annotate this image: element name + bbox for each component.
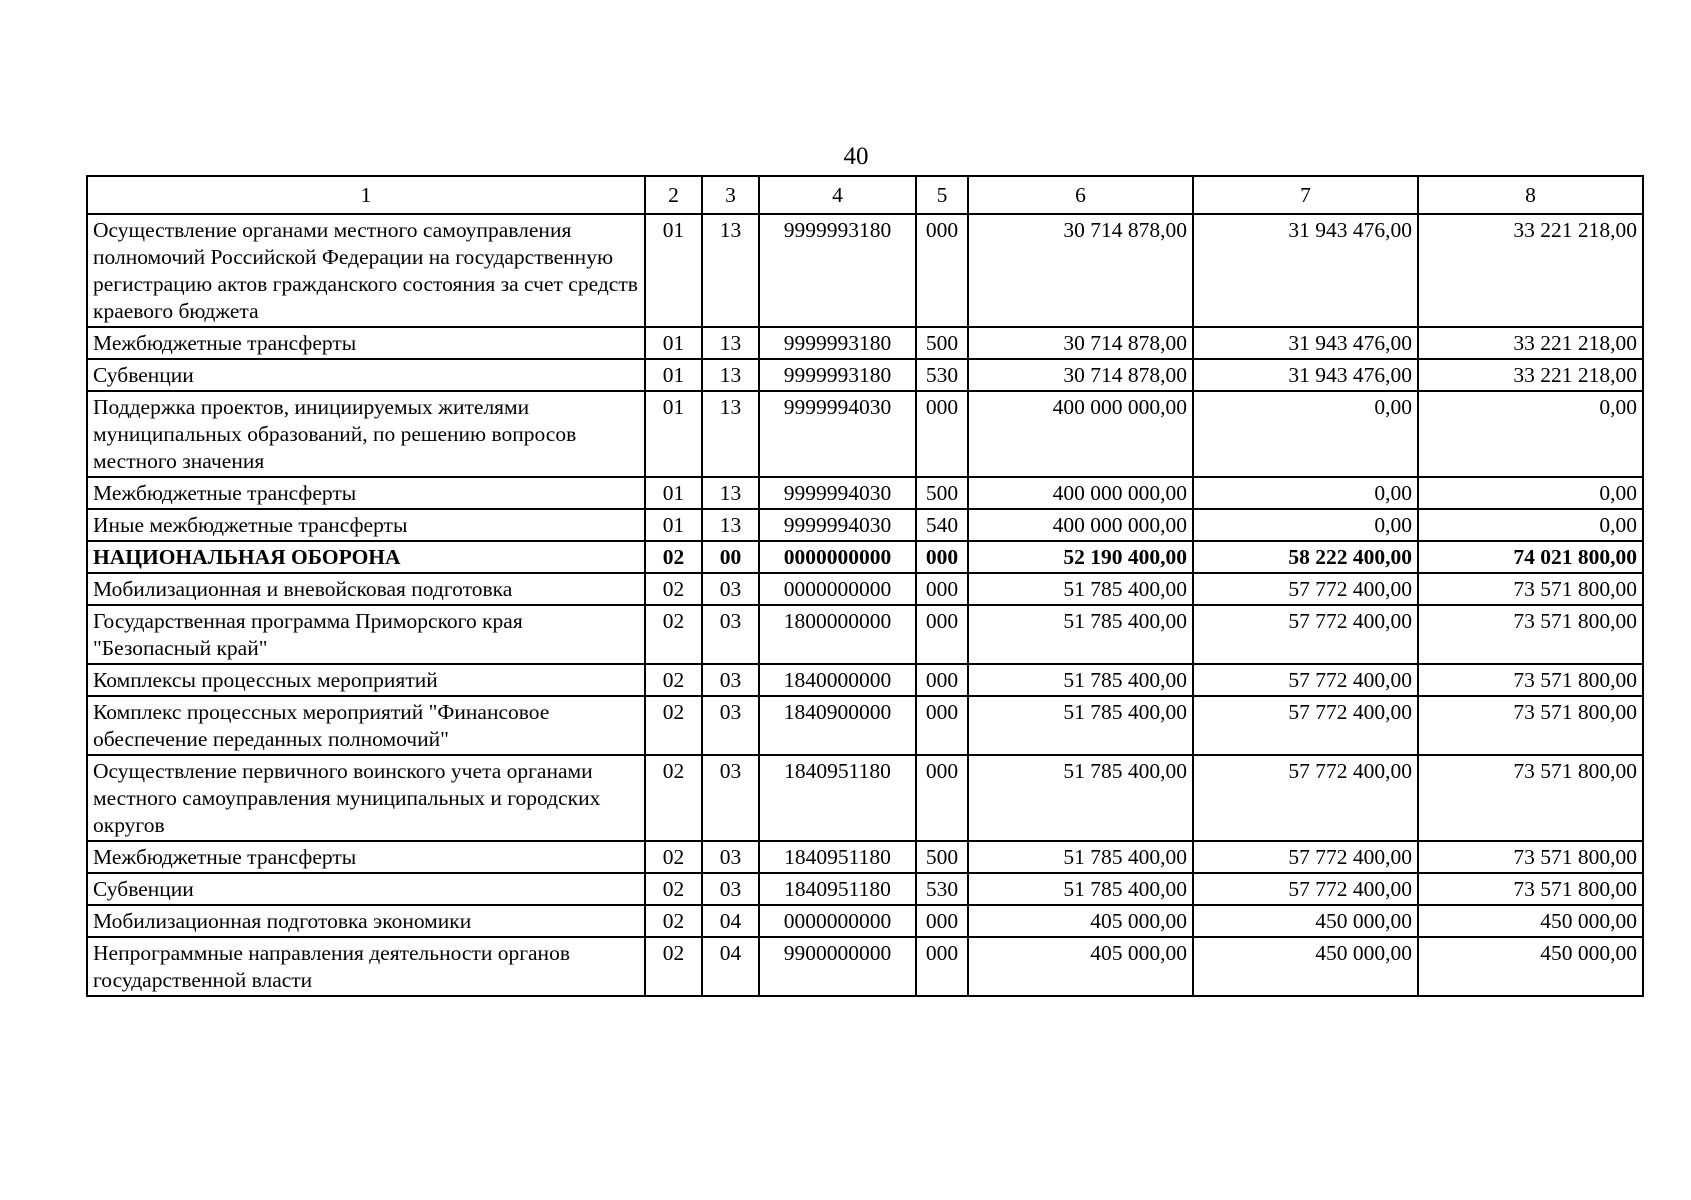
page-number: 40 (843, 143, 869, 170)
table-row (87, 391, 1643, 477)
amount-col6-cell: 51 785 400,00 (968, 755, 1193, 841)
section-code-cell: 02 (645, 873, 702, 905)
amount-col7-cell: 450 000,00 (1193, 905, 1418, 937)
table-row (87, 605, 1643, 664)
expense-type-cell: 000 (916, 696, 968, 755)
subsection-code-cell: 03 (702, 664, 759, 696)
expense-type-cell: 000 (916, 214, 968, 327)
expense-type-cell: 000 (916, 541, 968, 573)
amount-col6-cell: 30 714 878,00 (968, 359, 1193, 391)
table-row (87, 573, 1643, 605)
amount-col6-cell: 51 785 400,00 (968, 573, 1193, 605)
amount-col6-cell: 51 785 400,00 (968, 605, 1193, 664)
expense-type-cell: 000 (916, 755, 968, 841)
expense-type-cell: 500 (916, 841, 968, 873)
amount-col7-cell: 57 772 400,00 (1193, 664, 1418, 696)
expense-type-cell: 000 (916, 391, 968, 477)
amount-col6-cell: 30 714 878,00 (968, 327, 1193, 359)
expense-type-cell: 500 (916, 477, 968, 509)
subsection-code-cell: 13 (702, 359, 759, 391)
amount-col8-cell: 73 571 800,00 (1418, 755, 1643, 841)
table-row (87, 359, 1643, 391)
subsection-code-cell: 03 (702, 873, 759, 905)
amount-col8-cell: 0,00 (1418, 509, 1643, 541)
subsection-code-cell: 03 (702, 755, 759, 841)
subsection-code-cell: 13 (702, 391, 759, 477)
subsection-code-cell: 03 (702, 841, 759, 873)
amount-col7-cell: 58 222 400,00 (1193, 541, 1418, 573)
target-article-cell: 1840000000 (759, 664, 916, 696)
item-name-cell: Комплексы процессных мероприятий (87, 664, 645, 696)
subsection-code-cell: 04 (702, 937, 759, 996)
amount-col8-cell: 73 571 800,00 (1418, 873, 1643, 905)
item-name-cell: Мобилизационная подготовка экономики (87, 905, 645, 937)
amount-col8-cell: 73 571 800,00 (1418, 664, 1643, 696)
amount-col8-cell: 74 021 800,00 (1418, 541, 1643, 573)
expense-type-cell: 000 (916, 937, 968, 996)
target-article-cell: 1840951180 (759, 755, 916, 841)
section-code-cell: 02 (645, 905, 702, 937)
amount-col7-cell: 57 772 400,00 (1193, 605, 1418, 664)
section-code-cell: 01 (645, 359, 702, 391)
section-code-cell: 01 (645, 214, 702, 327)
amount-col8-cell: 73 571 800,00 (1418, 573, 1643, 605)
target-article-cell: 1840900000 (759, 696, 916, 755)
column-header: 6 (968, 176, 1193, 214)
amount-col6-cell: 405 000,00 (968, 905, 1193, 937)
table-row (87, 873, 1643, 905)
expense-type-cell: 500 (916, 327, 968, 359)
item-name-cell: Мобилизационная и вневойсковая подготовка (87, 573, 645, 605)
expense-type-cell: 530 (916, 359, 968, 391)
amount-col8-cell: 450 000,00 (1418, 937, 1643, 996)
header-row (87, 176, 1643, 214)
table-row (87, 477, 1643, 509)
amount-col6-cell: 51 785 400,00 (968, 873, 1193, 905)
item-name-cell: Межбюджетные трансферты (87, 477, 645, 509)
section-code-cell: 02 (645, 541, 702, 573)
amount-col6-cell: 405 000,00 (968, 937, 1193, 996)
amount-col7-cell: 0,00 (1193, 391, 1418, 477)
amount-col6-cell: 400 000 000,00 (968, 509, 1193, 541)
section-code-cell: 02 (645, 755, 702, 841)
table-row (87, 905, 1643, 937)
amount-col7-cell: 31 943 476,00 (1193, 327, 1418, 359)
amount-col7-cell: 450 000,00 (1193, 937, 1418, 996)
subsection-code-cell: 13 (702, 327, 759, 359)
section-code-cell: 02 (645, 605, 702, 664)
expense-type-cell: 530 (916, 873, 968, 905)
target-article-cell: 9999994030 (759, 391, 916, 477)
amount-col8-cell: 0,00 (1418, 391, 1643, 477)
section-code-cell: 02 (645, 664, 702, 696)
subsection-code-cell: 13 (702, 477, 759, 509)
column-header: 3 (702, 176, 759, 214)
amount-col6-cell: 52 190 400,00 (968, 541, 1193, 573)
amount-col7-cell: 0,00 (1193, 477, 1418, 509)
table-row (87, 755, 1643, 841)
table-row (87, 541, 1643, 573)
target-article-cell: 1840951180 (759, 841, 916, 873)
amount-col7-cell: 57 772 400,00 (1193, 696, 1418, 755)
target-article-cell: 9999993180 (759, 214, 916, 327)
target-article-cell: 0000000000 (759, 541, 916, 573)
target-article-cell: 9999993180 (759, 359, 916, 391)
item-name-cell: Осуществление органами местного самоуправления полномочий Российской Федерации на государственную регистрацию актов гражданского состояния за счет средств краевого бюджета (87, 214, 645, 327)
subsection-code-cell: 03 (702, 696, 759, 755)
target-article-cell: 9999994030 (759, 509, 916, 541)
section-code-cell: 02 (645, 696, 702, 755)
item-name-cell: Межбюджетные трансферты (87, 327, 645, 359)
section-code-cell: 01 (645, 477, 702, 509)
expense-type-cell: 000 (916, 605, 968, 664)
amount-col8-cell: 73 571 800,00 (1418, 605, 1643, 664)
section-code-cell: 01 (645, 509, 702, 541)
amount-col8-cell: 33 221 218,00 (1418, 327, 1643, 359)
item-name-cell: Поддержка проектов, инициируемых жителями муниципальных образований, по решению вопросов местного значения (87, 391, 645, 477)
amount-col7-cell: 57 772 400,00 (1193, 573, 1418, 605)
table-row (87, 509, 1643, 541)
expense-type-cell: 000 (916, 664, 968, 696)
amount-col6-cell: 51 785 400,00 (968, 841, 1193, 873)
subsection-code-cell: 13 (702, 214, 759, 327)
amount-col6-cell: 51 785 400,00 (968, 696, 1193, 755)
amount-col6-cell: 400 000 000,00 (968, 477, 1193, 509)
amount-col7-cell: 31 943 476,00 (1193, 359, 1418, 391)
amount-col6-cell: 400 000 000,00 (968, 391, 1193, 477)
target-article-cell: 1800000000 (759, 605, 916, 664)
column-header: 8 (1418, 176, 1643, 214)
subsection-code-cell: 00 (702, 541, 759, 573)
item-name-cell: Иные межбюджетные трансферты (87, 509, 645, 541)
column-header: 1 (87, 176, 645, 214)
table-row (87, 214, 1643, 327)
amount-col8-cell: 33 221 218,00 (1418, 214, 1643, 327)
target-article-cell: 9999993180 (759, 327, 916, 359)
section-code-cell: 02 (645, 937, 702, 996)
table-body (87, 214, 1643, 996)
amount-col8-cell: 73 571 800,00 (1418, 841, 1643, 873)
table-header (87, 176, 1643, 214)
item-name-cell: НАЦИОНАЛЬНАЯ ОБОРОНА (87, 541, 645, 573)
expense-type-cell: 540 (916, 509, 968, 541)
item-name-cell: Государственная программа Приморского края "Безопасный край" (87, 605, 645, 664)
section-code-cell: 01 (645, 327, 702, 359)
column-header: 2 (645, 176, 702, 214)
item-name-cell: Непрограммные направления деятельности органов государственной власти (87, 937, 645, 996)
budget-table (86, 175, 1644, 997)
amount-col7-cell: 57 772 400,00 (1193, 755, 1418, 841)
table-row (87, 664, 1643, 696)
amount-col8-cell: 0,00 (1418, 477, 1643, 509)
target-article-cell: 1840951180 (759, 873, 916, 905)
target-article-cell: 9999994030 (759, 477, 916, 509)
expense-type-cell: 000 (916, 573, 968, 605)
target-article-cell: 9900000000 (759, 937, 916, 996)
amount-col7-cell: 0,00 (1193, 509, 1418, 541)
expense-type-cell: 000 (916, 905, 968, 937)
subsection-code-cell: 03 (702, 605, 759, 664)
amount-col8-cell: 33 221 218,00 (1418, 359, 1643, 391)
amount-col7-cell: 31 943 476,00 (1193, 214, 1418, 327)
amount-col8-cell: 450 000,00 (1418, 905, 1643, 937)
item-name-cell: Комплекс процессных мероприятий "Финансовое обеспечение переданных полномочий" (87, 696, 645, 755)
subsection-code-cell: 03 (702, 573, 759, 605)
section-code-cell: 01 (645, 391, 702, 477)
section-code-cell: 02 (645, 841, 702, 873)
amount-col6-cell: 51 785 400,00 (968, 664, 1193, 696)
table-row (87, 327, 1643, 359)
subsection-code-cell: 04 (702, 905, 759, 937)
table-row (87, 937, 1643, 996)
amount-col7-cell: 57 772 400,00 (1193, 873, 1418, 905)
target-article-cell: 0000000000 (759, 905, 916, 937)
amount-col7-cell: 57 772 400,00 (1193, 841, 1418, 873)
subsection-code-cell: 13 (702, 509, 759, 541)
table-row (87, 696, 1643, 755)
item-name-cell: Осуществление первичного воинского учета органами местного самоуправления муниципальных и городских округов (87, 755, 645, 841)
amount-col8-cell: 73 571 800,00 (1418, 696, 1643, 755)
table-row (87, 841, 1643, 873)
section-code-cell: 02 (645, 573, 702, 605)
item-name-cell: Субвенции (87, 359, 645, 391)
column-header: 5 (916, 176, 968, 214)
column-header: 7 (1193, 176, 1418, 214)
column-header: 4 (759, 176, 916, 214)
item-name-cell: Субвенции (87, 873, 645, 905)
amount-col6-cell: 30 714 878,00 (968, 214, 1193, 327)
target-article-cell: 0000000000 (759, 573, 916, 605)
item-name-cell: Межбюджетные трансферты (87, 841, 645, 873)
